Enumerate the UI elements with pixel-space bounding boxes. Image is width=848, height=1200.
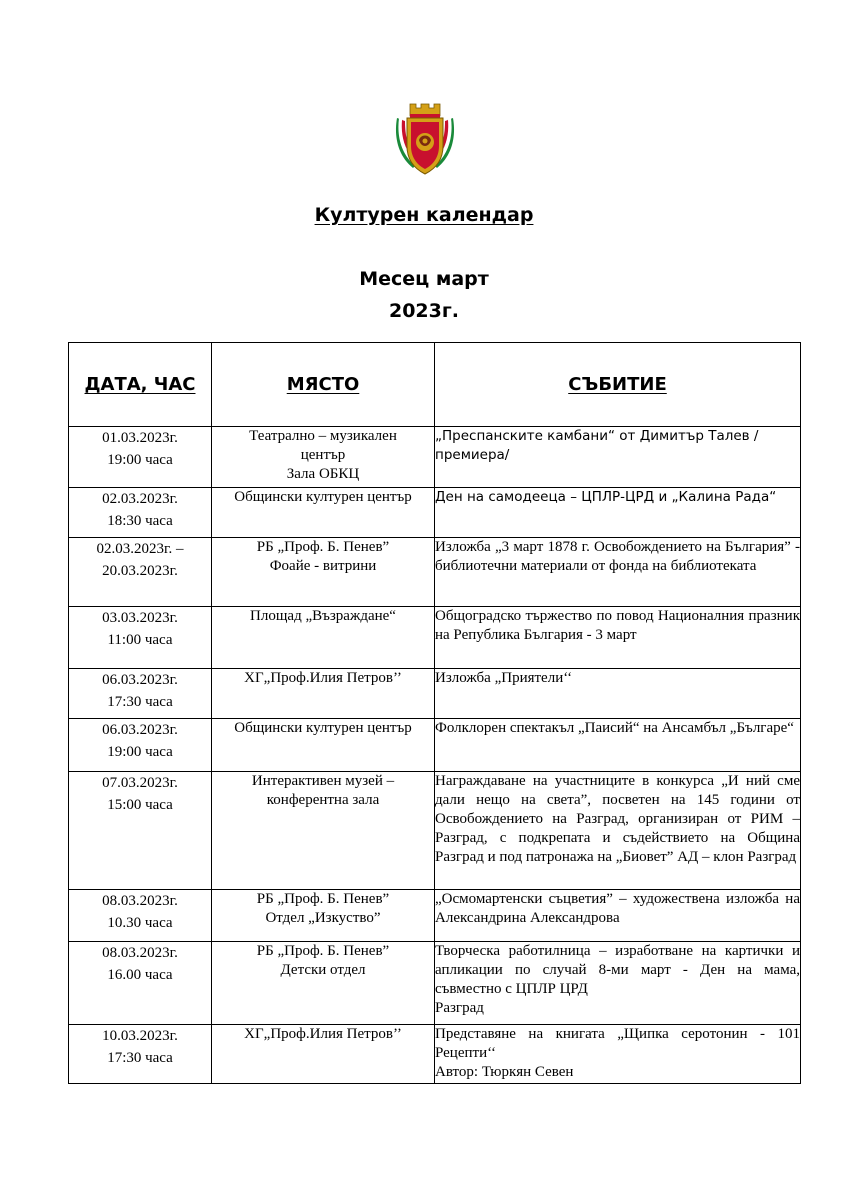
row-venue-cell (212, 772, 435, 890)
row-venue-cell (212, 719, 435, 772)
row-date-cell-line: 02.03.2023г. – (96, 541, 184, 557)
row-venue-cell-line: Площад „Възраждане“ (250, 608, 396, 624)
table-row (69, 890, 801, 942)
row-event-cell-line: „Преспанските камбани“ от Димитър Талев /премиера/ (435, 428, 759, 463)
row-venue-cell (212, 890, 435, 942)
row-date-cell (69, 427, 212, 488)
row-date-cell-line: 08.03.2023г. (102, 945, 178, 961)
table-row (69, 1025, 801, 1084)
row-venue-cell (212, 669, 435, 719)
row-venue-cell-line: конферентна зала (266, 792, 380, 808)
row-event-cell-line: Общоградско тържество по повод Националния празник на Република България - 3 март (435, 608, 800, 643)
row-venue-cell-line: РБ „Проф. Б. Пенев” (256, 943, 390, 959)
row-date-cell-line: 10.30 часа (107, 915, 173, 931)
row-date-cell-line: 02.03.2023г. (102, 491, 178, 507)
row-date-cell-line: 11:00 часа (107, 632, 173, 648)
row-event-cell-line: Награждаване на участниците в конкурса „И ний сме дали нещо на света”, посветен на 145 години от Освобождението на Разград, организиран от РИМ – Разград, с подкрепата и съдействието на Община Разград и под патронажа на „Биовет” АД – клон Разград (435, 773, 800, 865)
row-venue-cell (212, 427, 435, 488)
row-event-cell-line: Автор: Тюркян Севен (435, 1064, 574, 1080)
row-event-cell (435, 607, 801, 669)
row-venue-cell-line: Детски отдел (280, 962, 366, 978)
row-venue-cell (212, 538, 435, 607)
row-venue-cell-line: Театрално – музикален (249, 428, 397, 444)
row-date-cell (69, 607, 212, 669)
row-event-cell (435, 538, 801, 607)
row-date-cell (69, 890, 212, 942)
year-heading: 2023г. (388, 300, 460, 322)
row-date-cell (69, 538, 212, 607)
month-heading: Месец март (359, 268, 489, 290)
table-row (69, 488, 801, 538)
row-event-cell-line: Изложба „3 март 1878 г. Освобождението на България” - библиотечни материали от фонда на библиотеката (435, 539, 800, 574)
row-venue-cell-line: ХГ„Проф.Илия Петров’’ (244, 670, 402, 686)
events-table (68, 342, 801, 1084)
row-venue-cell-line: Общински културен център (234, 720, 412, 736)
row-event-cell (435, 772, 801, 890)
table-row (69, 427, 801, 488)
row-venue-cell (212, 607, 435, 669)
row-venue-cell-line: Фоайе - витрини (269, 558, 377, 574)
row-date-cell-line: 08.03.2023г. (102, 893, 178, 909)
row-event-cell-line: Фолклорен спектакъл „Паисий“ на Ансамбъл „Българе“ (435, 720, 794, 736)
row-date-cell (69, 488, 212, 538)
row-event-cell-line: Разград (435, 1000, 484, 1016)
municipal-crest-icon (393, 100, 457, 180)
page-title: Културен календар (314, 204, 534, 226)
row-venue-cell-line: РБ „Проф. Б. Пенев” (256, 539, 390, 555)
header-date-time: ДАТА, ЧАС (69, 343, 212, 427)
header-event: СЪБИТИЕ (435, 343, 801, 427)
row-date-cell-line: 20.03.2023г. (102, 563, 178, 579)
row-venue-cell-line: Общински културен център (234, 489, 412, 505)
row-event-cell (435, 942, 801, 1025)
row-date-cell-line: 16.00 часа (107, 967, 173, 983)
row-event-cell-line: Творческа работилница – изработване на картички и апликации по случай 8-ми март - Ден на мама, съвместно с ЦПЛР ЦРД (435, 943, 800, 997)
row-venue-cell-line: ХГ„Проф.Илия Петров’’ (244, 1026, 402, 1042)
row-event-cell (435, 890, 801, 942)
row-date-cell-line: 17:30 часа (107, 694, 173, 710)
row-date-cell (69, 1025, 212, 1084)
table-row (69, 669, 801, 719)
row-event-cell-line: Ден на самодееца – ЦПЛР-ЦРД и „Калина Рада“ (435, 489, 777, 505)
row-event-cell-line: „Осмомартенски съцветия” – художествена изложба на Александрина Александрова (435, 891, 800, 926)
table-row (69, 772, 801, 890)
table-header-row (69, 343, 801, 427)
header-venue: МЯСТО (212, 343, 435, 427)
table-row (69, 719, 801, 772)
row-event-cell-line: Изложба „Приятели‘‘ (435, 670, 573, 686)
row-venue-cell (212, 488, 435, 538)
row-date-cell-line: 01.03.2023г. (102, 430, 178, 446)
row-date-cell-line: 17:30 часа (107, 1050, 173, 1066)
row-venue-cell-line: Зала ОБКЦ (286, 466, 360, 482)
row-date-cell (69, 942, 212, 1025)
row-venue-cell-line: РБ „Проф. Б. Пенев” (256, 891, 390, 907)
row-venue-cell-line: Отдел „Изкуство” (265, 910, 381, 926)
row-venue-cell (212, 1025, 435, 1084)
row-date-cell (69, 719, 212, 772)
row-date-cell-line: 07.03.2023г. (102, 775, 178, 791)
row-event-cell (435, 488, 801, 538)
row-date-cell-line: 06.03.2023г. (102, 722, 178, 738)
row-event-cell (435, 427, 801, 488)
row-event-cell (435, 669, 801, 719)
row-venue-cell-line: Интерактивен музей – (251, 773, 395, 789)
row-date-cell-line: 18:30 часа (107, 513, 173, 529)
row-event-cell-line: Представяне на книгата „Щипка серотонин - 101 Рецепти‘‘ (435, 1026, 800, 1061)
row-date-cell (69, 669, 212, 719)
row-date-cell-line: 15:00 часа (107, 797, 173, 813)
row-event-cell (435, 1025, 801, 1084)
row-venue-cell (212, 942, 435, 1025)
row-date-cell-line: 19:00 часа (107, 744, 173, 760)
table-body (69, 427, 801, 1084)
row-event-cell (435, 719, 801, 772)
table-row (69, 538, 801, 607)
table-row (69, 607, 801, 669)
row-venue-cell-line: център (300, 447, 346, 463)
row-date-cell-line: 03.03.2023г. (102, 610, 178, 626)
table-row (69, 942, 801, 1025)
row-date-cell-line: 19:00 часа (107, 452, 173, 468)
row-date-cell-line: 10.03.2023г. (102, 1028, 178, 1044)
row-date-cell-line: 06.03.2023г. (102, 672, 178, 688)
row-date-cell (69, 772, 212, 890)
